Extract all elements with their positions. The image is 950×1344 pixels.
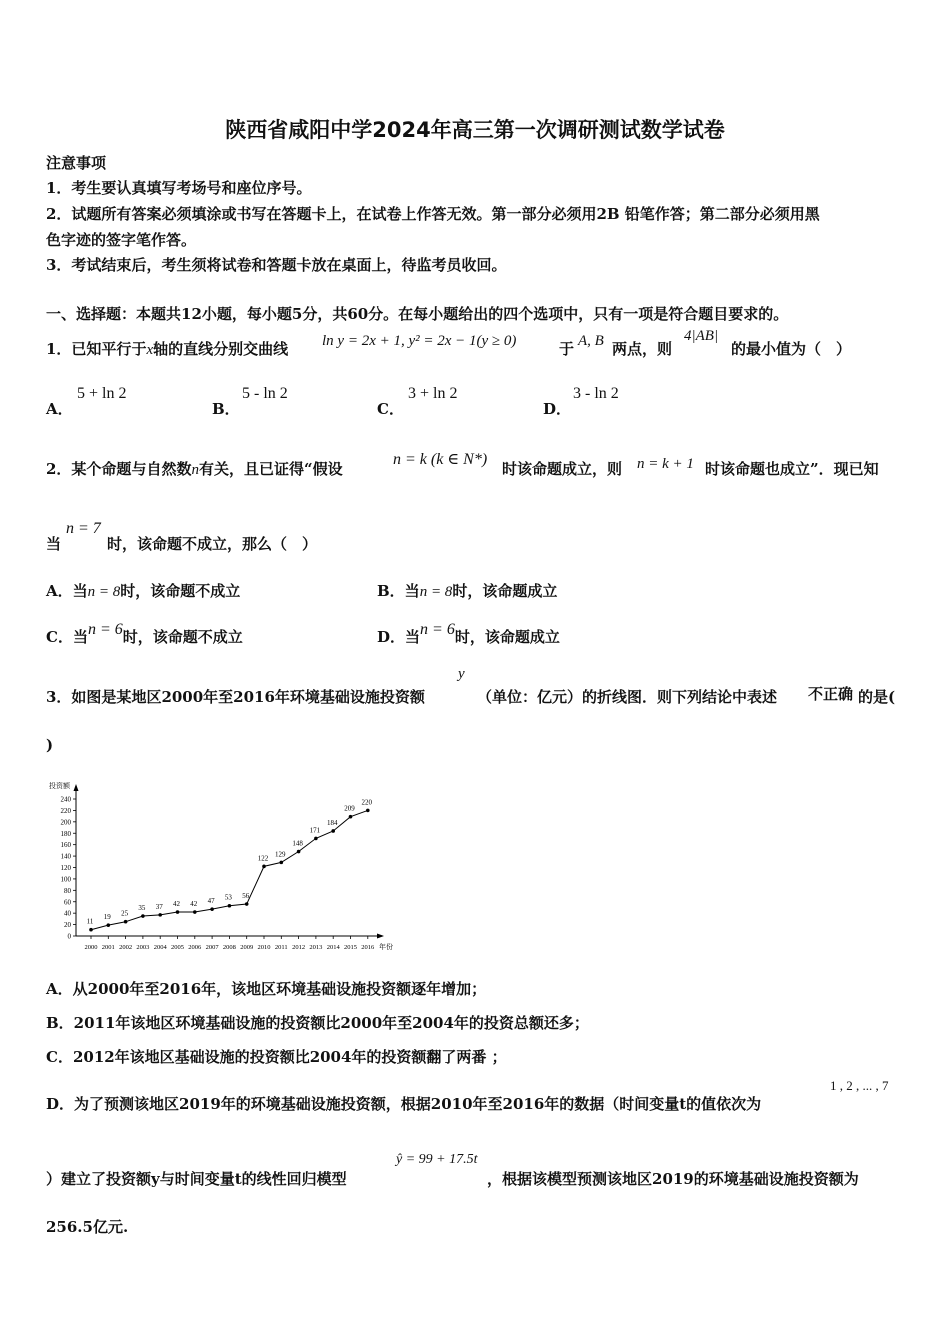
option-equation: n = 6 xyxy=(420,621,455,638)
x-tick-label: 2004 xyxy=(153,944,167,951)
data-point xyxy=(89,928,93,932)
x-tick-label: 2008 xyxy=(222,944,236,951)
option-label: A．当 xyxy=(46,582,88,600)
option-equation: n = 6 xyxy=(87,621,123,638)
q3-option-b[interactable]: B．2011年该地区环境基础设施的投资额比2000年至2004年的投资总额还多； xyxy=(46,1014,589,1032)
series-line xyxy=(91,810,368,929)
q3-text: （单位：亿元）的折线图．则下列结论中表述 xyxy=(477,688,778,706)
data-label: 42 xyxy=(190,900,198,909)
y-axis-label: 投资额 xyxy=(49,782,70,790)
y-tick-label: 200 xyxy=(60,818,71,827)
data-label: 53 xyxy=(224,893,232,902)
data-point xyxy=(262,865,266,869)
y-tick-label: 120 xyxy=(60,864,71,872)
q2-text: 时该命题也成立”．现已知 xyxy=(705,460,879,478)
q1-option-a-label[interactable]: A． xyxy=(46,400,73,418)
option-label: B．当 xyxy=(377,582,420,600)
y-tick-label: 180 xyxy=(60,829,71,838)
q2-text: 时，该命题不成立，那么（ ） xyxy=(107,535,318,553)
q2-assumption-equation: n = k (k ∈ N*) xyxy=(393,451,488,468)
option-label: D．当 xyxy=(377,628,421,646)
q3-text: ) xyxy=(46,736,54,754)
page-title: 陕西省咸阳中学2024年高三第一次调研测试数学试卷 xyxy=(225,118,725,142)
investment-line-chart xyxy=(40,776,400,956)
option-equation: n = 8 xyxy=(87,584,121,600)
q1-option-b-label[interactable]: B． xyxy=(212,400,240,418)
y-tick-label: 240 xyxy=(60,795,71,804)
x-tick-label: 2016 xyxy=(361,944,375,951)
q1-option-d-label[interactable]: D． xyxy=(543,400,572,418)
data-point xyxy=(158,913,162,917)
q2-text: 时该命题成立，则 xyxy=(502,460,623,478)
q3-regression-model: ŷ = 99 + 17.5t xyxy=(396,1152,478,1167)
x-tick-label: 2010 xyxy=(257,944,271,951)
data-label: 37 xyxy=(155,902,163,911)
data-point xyxy=(193,910,197,914)
data-point xyxy=(245,902,249,906)
x-axis-label: 年份 xyxy=(379,943,393,951)
q2-option-a[interactable] xyxy=(46,580,240,601)
q1-option-c-label[interactable]: C． xyxy=(377,400,404,418)
note-item: 3．考试结束后，考生须将试卷和答题卡放在桌面上，待监考员收回。 xyxy=(46,256,507,274)
q1-points: A, B xyxy=(578,333,604,349)
y-tick-label: 140 xyxy=(60,852,71,861)
data-label: 11 xyxy=(86,917,94,926)
data-label: 184 xyxy=(326,818,338,827)
question-1 xyxy=(46,338,288,359)
data-label: 171 xyxy=(309,826,321,835)
data-point xyxy=(107,923,111,927)
data-point xyxy=(176,910,180,914)
data-point xyxy=(280,861,284,865)
y-tick-label: 160 xyxy=(60,841,71,850)
data-label: 56 xyxy=(242,892,250,901)
data-label: 209 xyxy=(344,804,355,813)
data-point xyxy=(349,815,353,819)
x-tick-label: 2000 xyxy=(84,944,98,951)
q1-x: x xyxy=(146,342,154,358)
option-text: 时，该命题成立 xyxy=(452,582,558,600)
x-tick-label: 2009 xyxy=(240,944,254,951)
q1-curves-equation: ln y = 2x + 1, y² = 2x − 1(y ≥ 0) xyxy=(322,333,517,349)
q1-option-c-value: 3 + ln 2 xyxy=(408,385,458,402)
data-label: 19 xyxy=(103,913,111,922)
data-point xyxy=(366,809,370,813)
q2-option-b[interactable] xyxy=(377,580,557,601)
q2-text: 当 xyxy=(46,535,62,553)
q3-option-d-cont: ）建立了投资额y与时间变量t的线性回归模型 xyxy=(46,1170,347,1188)
q1-option-a-value: 5 + ln 2 xyxy=(77,385,127,402)
option-text: 时，该命题不成立 xyxy=(122,628,243,646)
q3-text: 的是( xyxy=(858,688,896,706)
x-tick-label: 2001 xyxy=(101,944,115,951)
data-point xyxy=(228,904,232,908)
y-axis-arrow xyxy=(74,784,79,791)
option-equation: n = 8 xyxy=(419,584,453,600)
y-tick-label: 80 xyxy=(64,886,71,895)
data-point xyxy=(297,850,301,854)
data-point xyxy=(141,914,145,918)
data-point xyxy=(314,837,318,841)
notes-heading: 注意事项 xyxy=(46,154,107,172)
section-heading: 一、选择题：本题共12小题，每小题5分，共60分。在每小题给出的四个选项中，只有一项是符合题目要求的。 xyxy=(46,305,789,323)
q3-option-d[interactable]: D．为了预测该地区2019年的环境基础设施投资额，根据2010年至2016年的数据（时间变量t的值依次为 xyxy=(46,1095,762,1113)
q3-emphasis: 不正确 xyxy=(808,685,854,703)
x-tick-label: 2012 xyxy=(292,944,306,951)
data-point xyxy=(331,829,335,833)
option-text: 时，该命题成立 xyxy=(454,628,560,646)
data-point xyxy=(210,907,214,911)
q2-option-d[interactable] xyxy=(377,621,560,647)
data-label: 42 xyxy=(173,900,180,909)
option-text: 时，该命题不成立 xyxy=(120,582,241,600)
q1-text: 于 xyxy=(559,340,575,358)
q2-n: n xyxy=(191,462,199,478)
note-item: 1．考生要认真填写考场号和座位序号。 xyxy=(46,179,312,197)
data-label: 148 xyxy=(292,839,303,848)
note-item: 色字迹的签字笔作答。 xyxy=(46,231,197,249)
q3-option-c[interactable]: C．2012年该地区基础设施的投资额比2004年的投资额翻了两番 ； xyxy=(46,1048,507,1066)
y-tick-label: 100 xyxy=(60,875,71,884)
data-point xyxy=(124,920,128,924)
data-label: 47 xyxy=(207,897,215,906)
q2-text: 2．某个命题与自然数 xyxy=(46,460,192,478)
q3-option-a[interactable]: A．从2000年至2016年，该地区环境基础设施投资额逐年增加； xyxy=(46,980,487,998)
q3-time-sequence: 1 , 2 , ... , 7 xyxy=(830,1078,889,1093)
data-label: 25 xyxy=(121,909,129,918)
q3-option-d-cont: 256.5亿元. xyxy=(46,1218,129,1236)
q2-induction-equation: n = k + 1 xyxy=(637,456,694,472)
y-tick-label: 60 xyxy=(64,898,71,907)
q3-y: y xyxy=(458,666,465,682)
q1-text: 轴的直线分别交曲线 xyxy=(153,340,289,358)
x-tick-label: 2003 xyxy=(136,944,150,951)
data-label: 220 xyxy=(361,798,373,807)
x-tick-label: 2011 xyxy=(274,944,288,951)
x-tick-label: 2005 xyxy=(171,944,184,951)
y-tick-label: 220 xyxy=(60,806,71,815)
data-label: 35 xyxy=(138,904,146,913)
data-label: 122 xyxy=(257,854,269,863)
q3-option-d-cont: ，根据该模型预测该地区2019的环境基础设施投资额为 xyxy=(487,1170,859,1188)
q2-option-c[interactable] xyxy=(46,621,243,647)
x-tick-label: 2007 xyxy=(205,944,219,951)
data-label: 129 xyxy=(275,850,286,859)
x-tick-label: 2014 xyxy=(326,944,340,951)
y-tick-label: 20 xyxy=(64,921,71,930)
q2-text: 有关，且已证得“假设 xyxy=(198,460,343,478)
q3-text: 3．如图是某地区2000年至2016年环境基础设施投资额 xyxy=(46,688,425,706)
q1-expression: 4|AB| xyxy=(684,328,719,344)
question-2 xyxy=(46,458,343,479)
x-tick-label: 2002 xyxy=(119,944,133,951)
q1-option-d-value: 3 - ln 2 xyxy=(573,385,619,402)
q1-text: 两点，则 xyxy=(612,340,673,358)
x-tick-label: 2006 xyxy=(188,944,202,951)
x-tick-label: 2013 xyxy=(309,944,323,951)
q1-text: 1．已知平行于 xyxy=(46,340,147,358)
y-tick-label: 0 xyxy=(67,932,71,941)
q1-option-b-value: 5 - ln 2 xyxy=(242,385,288,402)
q1-text: 的最小值为（ ） xyxy=(731,340,852,358)
note-item: 2．试题所有答案必须填涂或书写在答题卡上，在试卷上作答无效。第一部分必须用2B 铅笔作答；第二部分必须用黑 xyxy=(46,205,820,223)
option-label: C．当 xyxy=(46,628,88,646)
y-tick-label: 40 xyxy=(64,909,71,918)
x-tick-label: 2015 xyxy=(344,944,357,951)
q2-given-equation: n = 7 xyxy=(66,520,101,537)
x-axis-arrow xyxy=(377,934,384,939)
